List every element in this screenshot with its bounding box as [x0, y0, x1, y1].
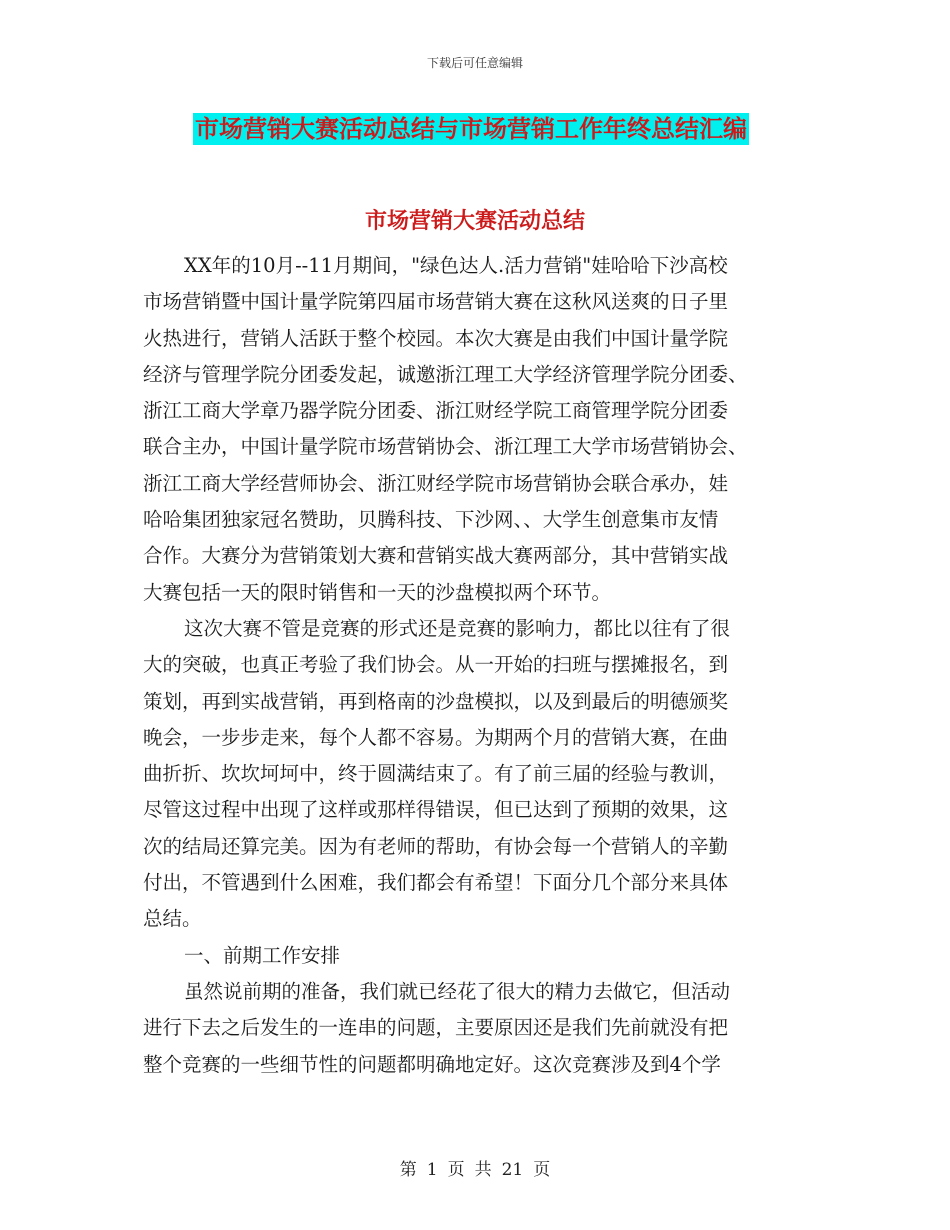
paragraph-line: 总结。	[143, 907, 202, 931]
paragraph-line: 策划，再到实战营销，再到格南的沙盘模拟，以及到最后的明德颁奖	[143, 689, 729, 713]
paragraph-line: 市场营销暨中国计量学院第四届市场营销大赛在这秋风送爽的日子里	[143, 290, 729, 314]
paragraph-line: 大赛包括一天的限时销售和一天的沙盘模拟两个环节。	[143, 580, 612, 604]
paragraph-line: 曲折折、坎坎坷坷中，终于圆满结束了。有了前三届的经验与教训，	[143, 762, 729, 786]
paragraph-line: 这次大赛不管是竞赛的形式还是竞赛的影响力，都比以往有了很	[184, 616, 731, 640]
paragraph-line: 整个竞赛的一些细节性的问题都明确地定好。这次竞赛涉及到4个学	[143, 1052, 721, 1076]
paragraph-line: 大的突破，也真正考验了我们协会。从一开始的扫班与摆摊报名，到	[143, 653, 729, 677]
document-main-title: 市场营销大赛活动总结与市场营销工作年终总结汇编	[195, 115, 747, 143]
paragraph-line: 火热进行，营销人活跃于整个校园。本次大赛是由我们中国计量学院	[143, 326, 729, 350]
paragraph-line: 进行下去之后发生的一连串的问题，主要原因还是我们先前就没有把	[143, 1016, 729, 1040]
total-pages: 21	[501, 1160, 524, 1180]
page-unit: 页	[447, 1160, 465, 1180]
subheading-line: 一、前期工作安排	[184, 943, 341, 967]
paragraph-line: 哈哈集团独家冠名赞助，贝腾科技、下沙网、、大学生创意集市友情	[143, 508, 719, 532]
total-label: 共	[474, 1160, 492, 1180]
section-title: 市场营销大赛活动总结	[364, 209, 585, 234]
page-footer	[0, 1155, 950, 1180]
page-number: 1	[426, 1160, 438, 1180]
header-note: 下载后可任意编辑	[426, 56, 523, 70]
total-unit: 页	[533, 1160, 551, 1180]
paragraph-line: 尽管这过程中出现了这样或那样得错误，但已达到了预期的效果，这	[143, 798, 729, 822]
paragraph-line: 经济与管理学院分团委发起，诚邀浙江理工大学经济管理学院分团委、	[143, 362, 748, 386]
document-body	[143, 248, 808, 1083]
paragraph-line: 次的结局还算完美。因为有老师的帮助，有协会每一个营销人的辛勤	[143, 834, 729, 858]
paragraph-line: 付出，不管遇到什么困难，我们都会有希望！下面分几个部分来具体	[143, 871, 729, 895]
paragraph-line: XX年的10月--11月期间，"绿色达人.活力营销"娃哈哈下沙高校	[184, 254, 728, 277]
paragraph-line: 晚会，一步步走来，每个人都不容易。为期两个月的营销大赛，在曲	[143, 725, 729, 749]
paragraph-line: 联合主办，中国计量学院市场营销协会、浙江理工大学市场营销协会、	[143, 435, 748, 459]
paragraph-line: 虽然说前期的准备，我们就已经花了很大的精力去做它，但活动	[184, 979, 731, 1003]
paragraph-line: 浙江工商大学章乃器学院分团委、浙江财经学院工商管理学院分团委	[143, 399, 729, 423]
paragraph-line: 浙江工商大学经营师协会、浙江财经学院市场营销协会联合承办，娃	[143, 471, 729, 495]
paragraph-line: 合作。大赛分为营销策划大赛和营销实战大赛两部分，其中营销实战	[143, 544, 729, 568]
page-label: 第	[399, 1160, 417, 1180]
